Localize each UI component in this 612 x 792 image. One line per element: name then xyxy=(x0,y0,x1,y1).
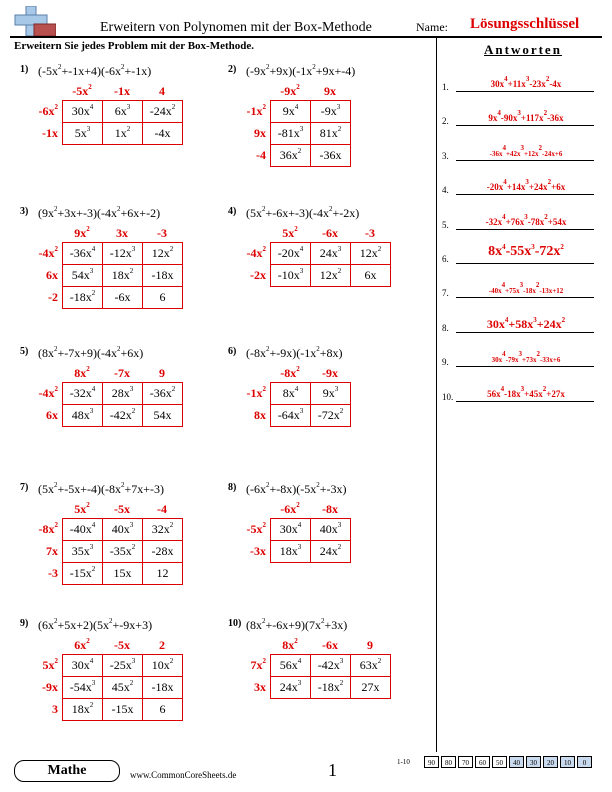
row-header: $-4x^2$ xyxy=(38,385,58,400)
box-cell: $63x^2$ xyxy=(350,654,391,677)
column-header: $5x^2$ xyxy=(74,501,90,516)
column-header: $-9x^2$ xyxy=(280,83,300,98)
box-cell: $-35x^2$ xyxy=(102,540,143,563)
box-cell: $54x^3$ xyxy=(62,264,103,287)
column-header: -7x xyxy=(114,366,130,380)
answer-line xyxy=(456,160,594,161)
box-cell: $24x^3$ xyxy=(310,242,351,265)
column-header: $-5x^2$ xyxy=(72,83,92,98)
column-header: $-8x^2$ xyxy=(280,365,300,380)
subject-badge: Mathe xyxy=(14,760,120,782)
answer-text: $8x^4-55x^3-72x^2$ xyxy=(488,243,564,259)
row-header: 7x xyxy=(46,544,58,558)
problem-number: 3) xyxy=(20,206,29,217)
answer-text: $-20x^4+14x^3+24x^2+6x$ xyxy=(486,178,566,193)
answer-line xyxy=(456,297,594,298)
column-header: -4 xyxy=(157,502,167,516)
box-cell: -28x xyxy=(142,540,183,563)
column-header: -8x xyxy=(322,502,338,516)
column-header: $8x^2$ xyxy=(282,637,298,652)
box-cell: $35x^3$ xyxy=(62,540,103,563)
box-cell: $1x^2$ xyxy=(102,122,143,145)
answer-text: $30x^4+58x^3+24x^2$ xyxy=(486,315,566,331)
score-box: 90 xyxy=(424,756,439,768)
box-cell: $-18x^2$ xyxy=(62,286,103,309)
box-cell: -15x xyxy=(102,698,143,721)
row-header: $-1x^2$ xyxy=(246,103,266,118)
answer-number: 2. xyxy=(442,116,449,127)
row-header: $-4x^2$ xyxy=(38,245,58,260)
column-header: -6x xyxy=(322,226,338,240)
box-cell: $5x^3$ xyxy=(62,122,103,145)
problem-number: 2) xyxy=(228,64,237,75)
row-header: $-4x^2$ xyxy=(246,245,266,260)
box-cell: $12x^2$ xyxy=(142,242,183,265)
box-cell: $56x^4$ xyxy=(270,654,311,677)
answer-number: 8. xyxy=(442,322,449,333)
problem-expression: $(-8x^2+-9x)(-1x^2+8x)$ xyxy=(246,345,343,360)
box-cell: $-15x^2$ xyxy=(62,562,103,585)
answer-key-title: Lösungsschlüssel xyxy=(470,16,580,32)
row-header: 6x xyxy=(46,268,58,282)
score-box: 0 xyxy=(577,756,592,768)
box-cell: $48x^3$ xyxy=(62,404,103,427)
answer-text: $56x^4-18x^3+45x^2+27x$ xyxy=(487,384,565,399)
box-cell: $-36x^4$ xyxy=(62,242,103,265)
score-box: 80 xyxy=(441,756,456,768)
column-header: 9 xyxy=(367,638,373,652)
score-box: 50 xyxy=(492,756,507,768)
website-link[interactable]: www.CommonCoreSheets.de xyxy=(130,770,237,780)
box-cell: $9x^4$ xyxy=(270,100,311,123)
box-cell: 6 xyxy=(142,286,183,309)
page-number: 1 xyxy=(328,760,337,780)
row-header: $-6x^2$ xyxy=(38,103,58,118)
answer-line xyxy=(456,229,594,230)
row-header: $-8x^2$ xyxy=(38,521,58,536)
row-header: 3x xyxy=(254,680,266,694)
answer-line xyxy=(456,401,594,402)
answer-line xyxy=(456,263,594,264)
row-header: $-1x^2$ xyxy=(246,385,266,400)
problem-expression: $(8x^2+-6x+9)(7x^2+3x)$ xyxy=(246,617,348,632)
column-header: -1x xyxy=(114,84,130,98)
box-cell: $24x^2$ xyxy=(310,540,351,563)
box-cell: $18x^3$ xyxy=(270,540,311,563)
problem-number: 10) xyxy=(228,618,242,629)
box-cell: $-81x^3$ xyxy=(270,122,311,145)
problem-number: 1) xyxy=(20,64,29,75)
problem-expression: $(6x^2+5x+2)(5x^2+-9x+3)$ xyxy=(38,617,153,632)
box-cell: $-24x^2$ xyxy=(142,100,183,123)
answer-number: 3. xyxy=(442,150,449,161)
answer-number: 1. xyxy=(442,82,449,92)
box-cell: $12x^2$ xyxy=(310,264,351,287)
box-cell: -6x xyxy=(102,286,143,309)
box-cell: $9x^3$ xyxy=(310,382,351,405)
box-cell: 27x xyxy=(350,676,391,699)
answer-text: $-36x^4+42x^3+12x^2-24x+6$ xyxy=(489,143,563,158)
column-header: 9x xyxy=(324,84,336,98)
box-cell: $-20x^4$ xyxy=(270,242,311,265)
answer-text: $9x^4-90x^3+117x^2-36x$ xyxy=(488,109,564,124)
box-cell: $32x^2$ xyxy=(142,518,183,541)
score-box: 40 xyxy=(509,756,524,768)
column-header: $9x^2$ xyxy=(74,225,90,240)
header-divider xyxy=(10,36,602,38)
instructions: Erweitern Sie jedes Problem mit der Box-Methode. xyxy=(14,40,255,52)
score-box: 20 xyxy=(543,756,558,768)
box-cell: $24x^3$ xyxy=(270,676,311,699)
box-cell: $8x^4$ xyxy=(270,382,311,405)
name-label: Name: xyxy=(416,20,448,34)
box-cell: $81x^2$ xyxy=(310,122,351,145)
box-cell: $-42x^3$ xyxy=(310,654,351,677)
problem-number: 7) xyxy=(20,482,29,493)
problem-number: 6) xyxy=(228,346,237,357)
answer-line xyxy=(456,366,594,367)
box-cell: $30x^4$ xyxy=(62,654,103,677)
box-cell: $-18x^2$ xyxy=(310,676,351,699)
box-cell: $-25x^3$ xyxy=(102,654,143,677)
column-header: -6x xyxy=(322,638,338,652)
row-header: -4 xyxy=(256,148,266,162)
box-cell: $10x^2$ xyxy=(142,654,183,677)
box-cell: 12 xyxy=(142,562,183,585)
answer-line xyxy=(456,194,594,195)
problem-number: 8) xyxy=(228,482,237,493)
row-header: $5x^2$ xyxy=(42,657,58,672)
box-cell: -4x xyxy=(142,122,183,145)
row-header: $-5x^2$ xyxy=(246,521,266,536)
box-cell: 6x xyxy=(350,264,391,287)
column-header: -5x xyxy=(114,502,130,516)
column-header: 3x xyxy=(116,226,128,240)
box-cell: $40x^3$ xyxy=(310,518,351,541)
row-header: -2x xyxy=(250,268,266,282)
box-cell: $12x^2$ xyxy=(350,242,391,265)
answer-text: $30x^4+11x^3-23x^2-4x$ xyxy=(490,75,562,89)
column-divider xyxy=(436,37,437,752)
row-header: -3x xyxy=(250,544,266,558)
column-header: 2 xyxy=(159,638,165,652)
box-cell: $30x^4$ xyxy=(270,518,311,541)
answers-title: Antworten xyxy=(484,42,562,57)
problem-expression: $(-6x^2+-8x)(-5x^2+-3x)$ xyxy=(246,481,347,496)
column-header: $-6x^2$ xyxy=(280,501,300,516)
box-cell: -36x xyxy=(310,144,351,167)
answer-text: $-32x^4+76x^3-78x^2+54x$ xyxy=(485,212,567,227)
answer-number: 7. xyxy=(442,288,449,299)
box-cell: $18x^2$ xyxy=(62,698,103,721)
box-cell: $30x^4$ xyxy=(62,100,103,123)
problem-expression: $(-9x^2+9x)(-1x^2+9x+-4)$ xyxy=(246,63,356,78)
box-cell: $45x^2$ xyxy=(102,676,143,699)
row-header: -9x xyxy=(42,680,58,694)
box-cell: $-64x^3$ xyxy=(270,404,311,427)
box-cell: $-72x^2$ xyxy=(310,404,351,427)
answer-number: 10. xyxy=(442,391,454,402)
row-header: -2 xyxy=(48,290,58,304)
row-header: -1x xyxy=(42,126,58,140)
column-header: -9x xyxy=(322,366,338,380)
box-cell: $-42x^2$ xyxy=(102,404,143,427)
box-cell: $36x^2$ xyxy=(270,144,311,167)
problem-expression: $(8x^2+-7x+9)(-4x^2+6x)$ xyxy=(38,345,144,360)
score-box: 60 xyxy=(475,756,490,768)
answer-number: 9. xyxy=(442,357,449,368)
plus-logo-icon xyxy=(12,6,56,38)
box-cell: -18x xyxy=(142,676,183,699)
column-header: $6x^2$ xyxy=(74,637,90,652)
score-range-label: 1-10 xyxy=(397,758,410,766)
box-cell: $-40x^4$ xyxy=(62,518,103,541)
score-box: 70 xyxy=(458,756,473,768)
answer-number: 6. xyxy=(442,254,449,264)
row-header: -3 xyxy=(48,566,58,580)
answer-number: 5. xyxy=(442,219,449,230)
row-header: 6x xyxy=(46,408,58,422)
box-cell: $-32x^4$ xyxy=(62,382,103,405)
page-title: Erweitern von Polynomen mit der Box-Methode xyxy=(100,20,372,35)
column-header: -3 xyxy=(157,226,167,240)
box-cell: -18x xyxy=(142,264,183,287)
box-cell: 54x xyxy=(142,404,183,427)
box-cell: $18x^2$ xyxy=(102,264,143,287)
problem-expression: $(-5x^2+-1x+4)(-6x^2+-1x)$ xyxy=(38,63,152,78)
problem-expression: $(5x^2+-5x+-4)(-8x^2+7x+-3)$ xyxy=(38,481,165,496)
answer-number: 4. xyxy=(442,185,449,196)
box-cell: $6x^3$ xyxy=(102,100,143,123)
box-cell: $-54x^3$ xyxy=(62,676,103,699)
box-cell: $-12x^3$ xyxy=(102,242,143,265)
box-cell: $28x^3$ xyxy=(102,382,143,405)
column-header: $5x^2$ xyxy=(282,225,298,240)
problem-number: 9) xyxy=(20,618,29,629)
answer-text: $-40x^4+75x^3-18x^2-13x+12$ xyxy=(488,281,564,296)
column-header: -5x xyxy=(114,638,130,652)
problem-expression: $(9x^2+3x+-3)(-4x^2+6x+-2)$ xyxy=(38,205,161,220)
box-cell: $-9x^3$ xyxy=(310,100,351,123)
box-cell: $40x^3$ xyxy=(102,518,143,541)
problem-number: 5) xyxy=(20,346,29,357)
box-cell: 15x xyxy=(102,562,143,585)
column-header: 4 xyxy=(159,84,165,98)
answer-line xyxy=(456,125,594,126)
box-cell: $-36x^2$ xyxy=(142,382,183,405)
row-header: 8x xyxy=(254,408,266,422)
row-header: 3 xyxy=(52,702,58,716)
column-header: 9 xyxy=(159,366,165,380)
score-box: 10 xyxy=(560,756,575,768)
box-cell: 6 xyxy=(142,698,183,721)
row-header: 9x xyxy=(254,126,266,140)
column-header: $8x^2$ xyxy=(74,365,90,380)
score-box: 30 xyxy=(526,756,541,768)
answer-line xyxy=(456,91,594,92)
problem-number: 4) xyxy=(228,206,237,217)
column-header: -3 xyxy=(365,226,375,240)
problem-expression: $(5x^2+-6x+-3)(-4x^2+-2x)$ xyxy=(246,205,360,220)
box-cell: $-10x^3$ xyxy=(270,264,311,287)
answer-text: $30x^4-79x^3+73x^2-33x+6$ xyxy=(491,350,561,365)
answer-line xyxy=(456,332,594,333)
row-header: $7x^2$ xyxy=(250,657,266,672)
